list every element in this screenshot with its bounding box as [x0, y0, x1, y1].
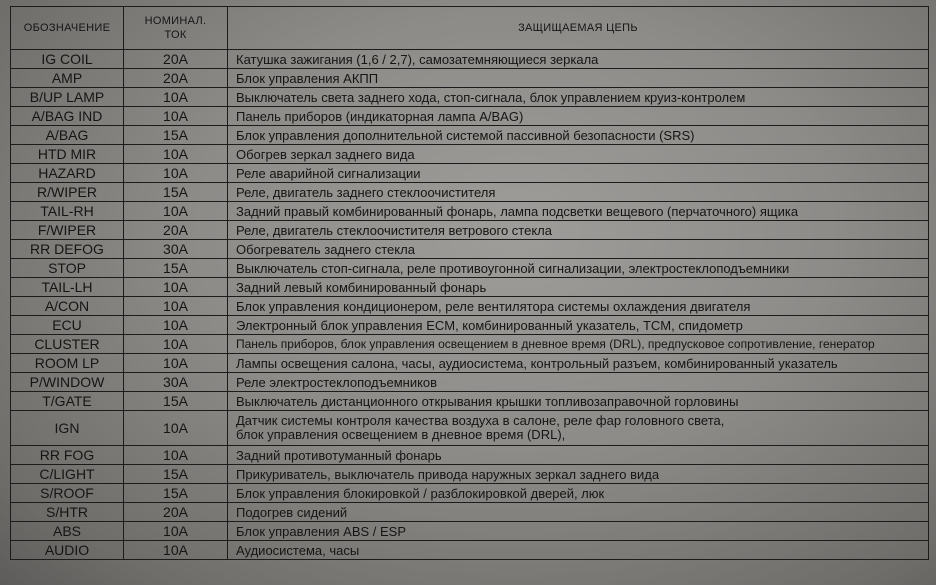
table-row: [11, 503, 929, 522]
table-row: [11, 107, 929, 126]
fuse-current: 15A: [124, 183, 228, 202]
fuse-circuit: Электронный блок управления ECM, комбинированный указатель, TCM, спидометр: [228, 316, 929, 335]
fuse-current: 15A: [124, 126, 228, 145]
fuse-designation: AUDIO: [11, 541, 124, 560]
fuse-current: 15A: [124, 259, 228, 278]
fuse-current: 10A: [124, 522, 228, 541]
fuse-current: 15A: [124, 392, 228, 411]
table-row: [11, 541, 929, 560]
fuse-circuit: Задний правый комбинированный фонарь, лампа подсветки вещевого (перчаточного) ящика: [228, 202, 929, 221]
fuse-circuit: Прикуриватель, выключатель привода наружных зеркал заднего вида: [228, 465, 929, 484]
fuse-circuit: Выключатель дистанционного открывания крышки топливозаправочной горловины: [228, 392, 929, 411]
fuse-designation: CLUSTER: [11, 335, 124, 354]
fuse-circuit-line: блок управления освещением в дневное время (DRL),: [236, 427, 566, 442]
fuse-designation: HAZARD: [11, 164, 124, 183]
table-row: [11, 145, 929, 164]
table-row: [11, 354, 929, 373]
fuse-circuit: Выключатель света заднего хода, стоп-сигнала, блок управлением круиз-контролем: [228, 88, 929, 107]
table-row: [11, 392, 929, 411]
table-row: [11, 221, 929, 240]
fuse-current: 20A: [124, 503, 228, 522]
fuse-designation: ECU: [11, 316, 124, 335]
fuse-designation: C/LIGHT: [11, 465, 124, 484]
fuse-circuit: Выключатель стоп-сигнала, реле противоугонной сигнализации, электростеклоподъемники: [228, 259, 929, 278]
fuse-circuit: Панель приборов, блок управления освещением в дневное время (DRL), предпусковое сопротивление, генератор: [228, 335, 929, 354]
table-row: [11, 69, 929, 88]
fuse-current: 30A: [124, 240, 228, 259]
table-row: [11, 522, 929, 541]
fuse-designation: S/HTR: [11, 503, 124, 522]
table-row: [11, 50, 929, 69]
fuse-current: 10A: [124, 411, 228, 446]
table-row: [11, 259, 929, 278]
fuse-circuit: Катушка зажигания (1,6 / 2,7), самозатемняющиеся зеркала: [228, 50, 929, 69]
fuse-current: 20A: [124, 69, 228, 88]
table-row: [11, 465, 929, 484]
fuse-designation: IG COIL: [11, 50, 124, 69]
fuse-current: 10A: [124, 446, 228, 465]
fuse-circuit: Задний противотуманный фонарь: [228, 446, 929, 465]
fuse-designation: P/WINDOW: [11, 373, 124, 392]
fuse-circuit: Задний левый комбинированный фонарь: [228, 278, 929, 297]
fuse-current: 10A: [124, 164, 228, 183]
fuse-current: 10A: [124, 202, 228, 221]
fuse-designation: RR DEFOG: [11, 240, 124, 259]
fuse-circuit: Аудиосистема, часы: [228, 541, 929, 560]
fuse-circuit: Блок управления блокировкой / разблокировкой дверей, люк: [228, 484, 929, 503]
fuse-circuit: Реле электростеклоподъемников: [228, 373, 929, 392]
table-row: [11, 446, 929, 465]
fuse-circuit: Блок управления дополнительной системой пассивной безопасности (SRS): [228, 126, 929, 145]
table-row: [11, 164, 929, 183]
fuse-current: 30A: [124, 373, 228, 392]
fuse-current: 10A: [124, 297, 228, 316]
header-designation: ОБОЗНАЧЕНИЕ: [11, 7, 124, 50]
table-header-row: [11, 7, 929, 50]
fuse-circuit: Обогрев зеркал заднего вида: [228, 145, 929, 164]
fuse-designation: TAIL-RH: [11, 202, 124, 221]
fuse-circuit-line: Датчик системы контроля качества воздуха в салоне, реле фар головного света,: [236, 413, 725, 428]
fuse-designation: AMP: [11, 69, 124, 88]
fuse-circuit: [228, 411, 929, 446]
fuse-current: 15A: [124, 484, 228, 503]
fuse-designation: A/BAG: [11, 126, 124, 145]
fuse-circuit: Блок управления кондиционером, реле вентилятора системы охлаждения двигателя: [228, 297, 929, 316]
fuse-circuit: Блок управления АКПП: [228, 69, 929, 88]
fuse-circuit: Реле, двигатель стеклоочистителя ветрового стекла: [228, 221, 929, 240]
fuse-designation: ROOM LP: [11, 354, 124, 373]
header-circuit: ЗАЩИЩАЕМАЯ ЦЕПЬ: [228, 7, 929, 50]
table-row: [11, 88, 929, 107]
table-row: [11, 240, 929, 259]
fuse-current: 10A: [124, 335, 228, 354]
fuse-current: 20A: [124, 50, 228, 69]
fuse-designation: T/GATE: [11, 392, 124, 411]
header-rating: [124, 7, 228, 50]
header-rating-line1: НОМИНАЛ.: [144, 15, 207, 27]
fuse-designation: HTD MIR: [11, 145, 124, 164]
fuse-current: 10A: [124, 278, 228, 297]
fuse-circuit: Блок управления ABS / ESP: [228, 522, 929, 541]
fuse-current: 10A: [124, 541, 228, 560]
fuse-designation: TAIL-LH: [11, 278, 124, 297]
fuse-current: 10A: [124, 107, 228, 126]
fuse-current: 10A: [124, 145, 228, 164]
fuse-current: 10A: [124, 316, 228, 335]
fuse-designation: IGN: [11, 411, 124, 446]
fuse-current: 10A: [124, 354, 228, 373]
fuse-designation: STOP: [11, 259, 124, 278]
fuse-current: 20A: [124, 221, 228, 240]
fuse-designation: F/WIPER: [11, 221, 124, 240]
table-row: [11, 484, 929, 503]
fuse-circuit: Лампы освещения салона, часы, аудиосистема, контрольный разъем, комбинированный указатель: [228, 354, 929, 373]
table-row: [11, 202, 929, 221]
table-row: [11, 278, 929, 297]
fuse-circuit: Панель приборов (индикаторная лампа A/BAG): [228, 107, 929, 126]
fuse-designation: B/UP LAMP: [11, 88, 124, 107]
table-row: [11, 297, 929, 316]
fuse-circuit: Подогрев сидений: [228, 503, 929, 522]
fuse-circuit: Обогреватель заднего стекла: [228, 240, 929, 259]
table-row: [11, 335, 929, 354]
fuse-designation: R/WIPER: [11, 183, 124, 202]
fuse-current: 10A: [124, 88, 228, 107]
table-row: [11, 126, 929, 145]
header-rating-line2: ТОК: [164, 29, 187, 41]
fuse-designation: A/BAG IND: [11, 107, 124, 126]
fuse-current: 15A: [124, 465, 228, 484]
fuse-designation: ABS: [11, 522, 124, 541]
table-row: [11, 411, 929, 446]
table-row: [11, 373, 929, 392]
fuse-designation: A/CON: [11, 297, 124, 316]
fuse-circuit: Реле аварийной сигнализации: [228, 164, 929, 183]
fuse-table: [10, 6, 929, 560]
fuse-circuit: Реле, двигатель заднего стеклоочистителя: [228, 183, 929, 202]
table-row: [11, 183, 929, 202]
table-row: [11, 316, 929, 335]
fuse-designation: RR FOG: [11, 446, 124, 465]
fuse-designation: S/ROOF: [11, 484, 124, 503]
